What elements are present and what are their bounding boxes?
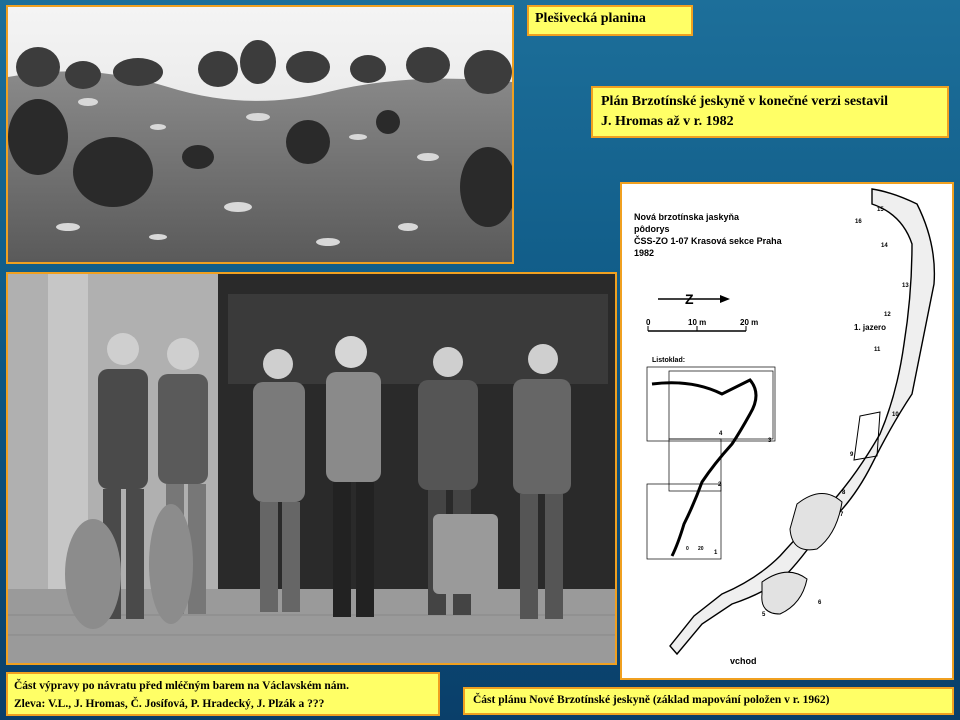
inset-scale-0: 0 [686, 546, 689, 552]
station-11: 11 [874, 347, 881, 353]
caption-left-line2: Zleva: V.L., J. Hromas, Č. Josífová, P. Hradecký, J. Plzák a ??? [14, 698, 325, 710]
entrance-label: vchod [730, 656, 757, 666]
station-16: 16 [855, 219, 862, 225]
scale-bar [646, 318, 758, 331]
inset-num-3: 3 [768, 438, 772, 444]
station-10: 10 [892, 412, 899, 418]
inset-index [647, 357, 775, 559]
inset-num-2: 2 [718, 482, 722, 488]
scale-0: 0 [646, 318, 651, 327]
caption-right-text: Část plánu Nové Brzotínské jeskyně (základ mapování položen v r. 1962) [473, 694, 830, 706]
station-12: 12 [884, 312, 891, 318]
inset-title: Listoklad: [652, 357, 686, 364]
station-5: 5 [762, 612, 766, 618]
station-15: 15 [877, 207, 884, 213]
group-image [8, 274, 615, 663]
scale-10: 10 m [688, 318, 707, 327]
plan-note-line1: Plán Brzotínské jeskyně v konečné verzi sestavil [601, 94, 888, 109]
plan-header-2: pôdorys [634, 224, 670, 234]
caption-right [463, 687, 954, 715]
cave-passage [670, 189, 934, 654]
landscape-photo [6, 5, 514, 264]
cave-plan-drawing [622, 184, 952, 678]
inset-num-1: 1 [714, 550, 718, 556]
caption-left [6, 672, 440, 716]
plan-note-label [591, 86, 949, 138]
plan-header-1: Nová brzotínska jaskyňa [634, 212, 740, 222]
plan-header-4: 1982 [634, 248, 655, 258]
group-photo [6, 272, 617, 665]
north-arrow-label: Z [685, 291, 694, 307]
station-14: 14 [881, 243, 888, 249]
station-7: 7 [840, 512, 844, 518]
station-8: 8 [842, 490, 846, 496]
station-9: 9 [850, 452, 854, 458]
caption-left-line1: Část výpravy po návratu před mléčným barem na Václavském nám. [14, 680, 349, 692]
plan-header-3: ČSS-ZO 1-07 Krasová sekce Praha [634, 236, 782, 246]
cave-plan [620, 182, 954, 680]
title-text: Plešivecká planina [535, 11, 646, 26]
inset-num-4: 4 [719, 431, 723, 437]
lake-label: 1. jazero [854, 323, 887, 332]
title-label [527, 5, 693, 36]
plan-note-line2: J. Hromas až v r. 1982 [601, 114, 734, 129]
landscape-image [8, 7, 512, 262]
inset-scale-20: 20 [698, 546, 704, 552]
scale-20: 20 m [740, 318, 759, 327]
north-arrow [658, 291, 730, 307]
station-13: 13 [902, 283, 909, 289]
station-6: 6 [818, 600, 822, 606]
